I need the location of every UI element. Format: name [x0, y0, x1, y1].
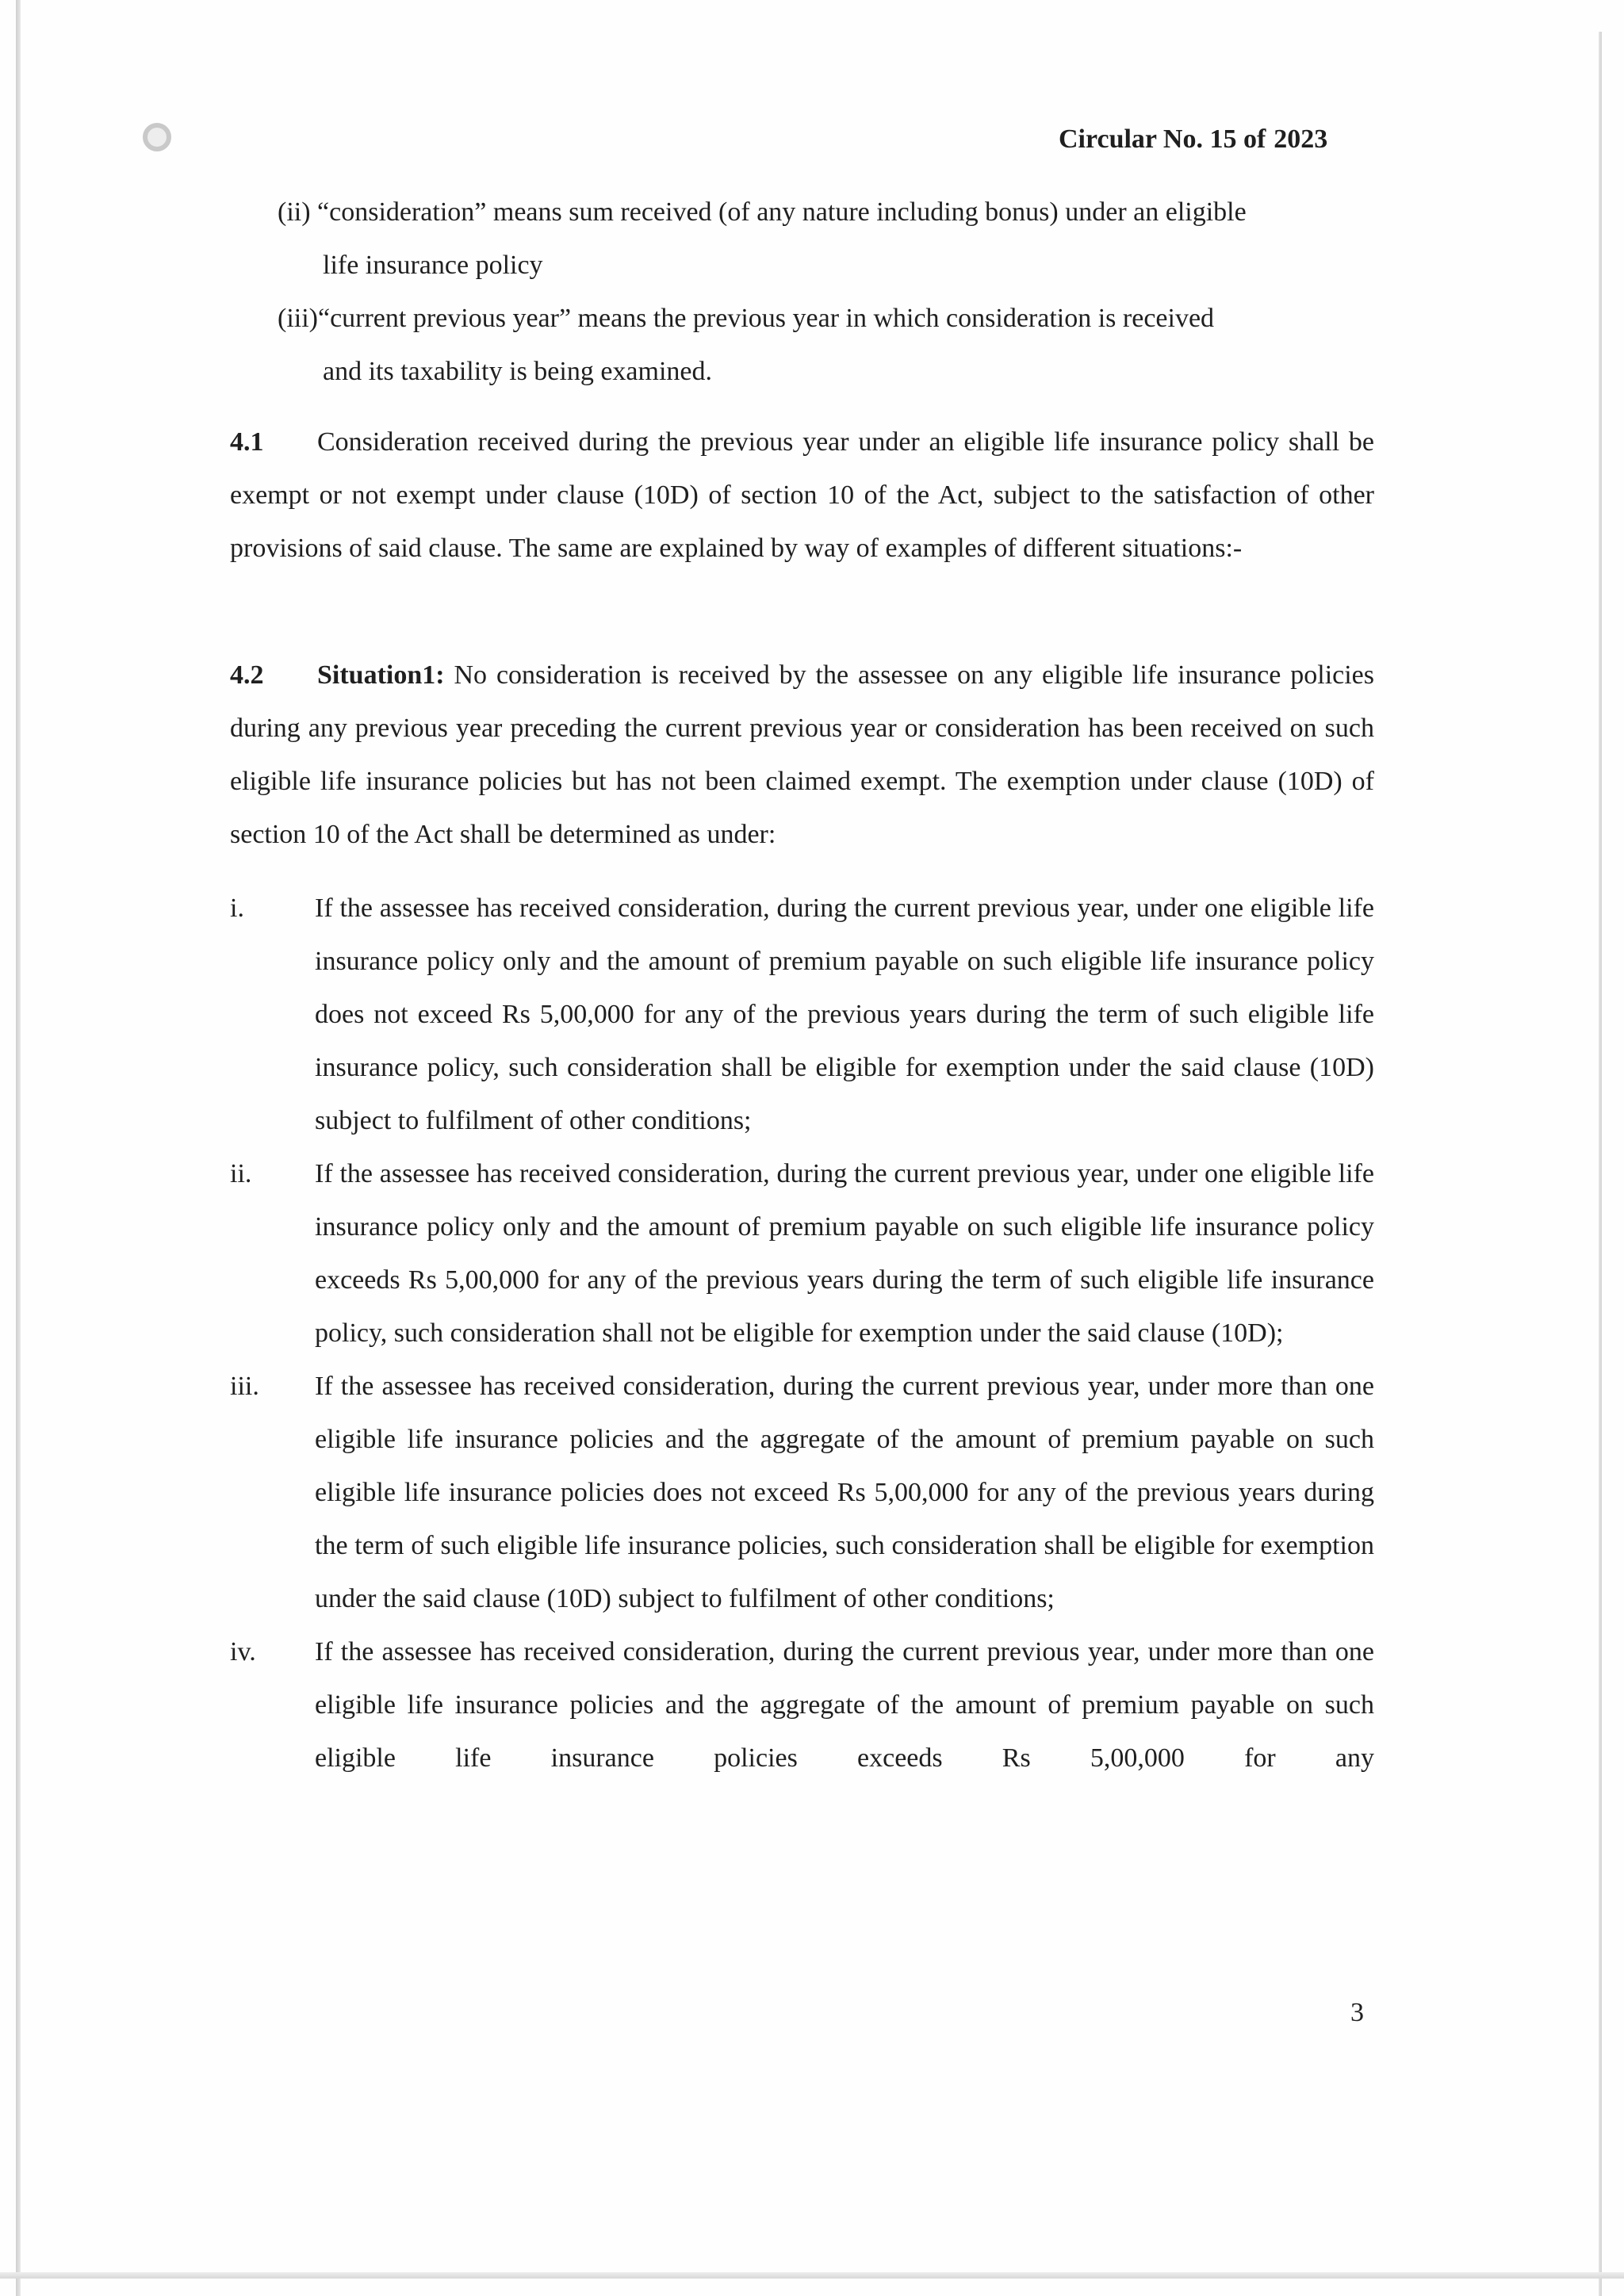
list-item: [230, 1625, 1374, 1785]
list-item-text: If the assessee has received consideration, during the current previous year, under more than one eligible life insurance policies and the aggregate of the amount of premium payable on such eligible life insurance policies exceeds Rs 5,00,000 for any: [315, 1637, 1374, 1773]
list-item-text: If the assessee has received consideration, during the current previous year, under one eligible life insurance policy only and the amount of premium payable on such eligible life insurance policy does not exceed Rs 5,00,000 for any of the previous years during the term of such eligible life insurance policy, such consideration shall be eligible for exemption under the said clause (10D) subject to fulfilment of other conditions;: [315, 894, 1374, 1135]
page-number: 3: [1350, 1998, 1364, 2027]
paragraph-number: 4.1: [230, 427, 264, 457]
punch-hole-mark: [143, 123, 171, 151]
circular-label: Circular No. 15 of: [1059, 124, 1266, 154]
definition-first-line: (ii) “consideration” means sum received (of any nature including bonus) under an eligible: [278, 197, 1247, 227]
definition-continuation: and its taxability is being examined.: [323, 357, 713, 386]
situation-label: Situation1:: [317, 660, 445, 690]
situation-conditions-list: [230, 882, 1374, 1785]
list-marker: iv.: [230, 1637, 256, 1667]
definition-first-line: (iii)“current previous year” means the previous year in which consideration is received: [278, 304, 1215, 333]
paragraph-4-1: [230, 415, 1374, 575]
definition-ii: [278, 186, 1374, 292]
paragraph-4-2: [230, 649, 1374, 861]
circular-header: [1059, 124, 1327, 155]
definition-continuation: life insurance policy: [323, 251, 543, 280]
scan-bottom-edge: [0, 2272, 1624, 2279]
list-item: [230, 1360, 1374, 1625]
paragraph-text: No consideration is received by the assessee on any eligible life insurance policies during any previous year preceding the current previous year or consideration has been received on such eligible life insurance policies but has not been claimed exempt. The exemption under clause (10D) of section 10 of the Act shall be determined as under:: [230, 660, 1375, 849]
scan-right-edge: [1599, 32, 1602, 2296]
definition-iii: [278, 292, 1374, 398]
circular-year: 2023: [1274, 124, 1328, 154]
list-item: [230, 882, 1374, 1147]
paragraph-number: 4.2: [230, 660, 264, 690]
list-item: [230, 1147, 1374, 1360]
list-item-text: If the assessee has received consideration, during the current previous year, under more than one eligible life insurance policies and the aggregate of the amount of premium payable on such eligible life insurance policies does not exceed Rs 5,00,000 for any of the previous years during the term of such eligible life insurance policies, such consideration shall be eligible for exemption under the said clause (10D) subject to fulfilment of other conditions;: [315, 1372, 1374, 1613]
list-marker: i.: [230, 894, 244, 923]
list-marker: ii.: [230, 1159, 252, 1188]
list-marker: iii.: [230, 1372, 259, 1401]
paragraph-text: Consideration received during the previous year under an eligible life insurance policy shall be exempt or not exempt under clause (10D) of section 10 of the Act, subject to the satisfaction of other provisions of said clause. The same are explained by way of examples of different situations:-: [230, 427, 1374, 563]
list-item-text: If the assessee has received consideration, during the current previous year, under one eligible life insurance policy only and the amount of premium payable on such eligible life insurance policy exceeds Rs 5,00,000 for any of the previous years during the term of such eligible life insurance policy, such consideration shall not be eligible for exemption under the said clause (10D);: [315, 1159, 1374, 1348]
scan-left-edge: [16, 0, 21, 2296]
